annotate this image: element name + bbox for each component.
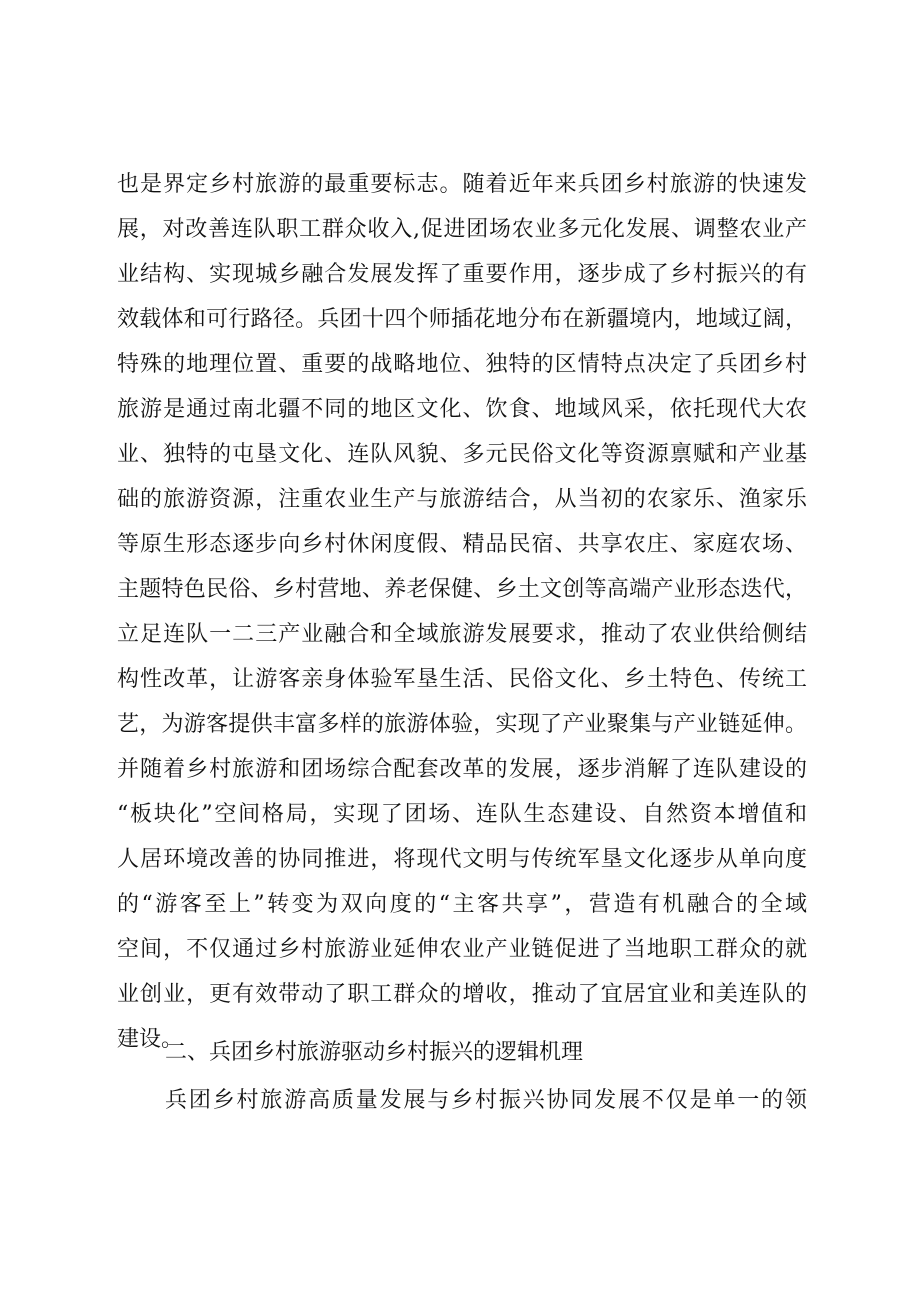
paragraph-line: 人居环境改善的协同推进，将现代文明与传统军垦文化逐步从单向度 — [117, 847, 807, 872]
paragraph-line: 业创业，更有效带动了职工群众的增收，推动了宜居宜业和美连队的 — [117, 982, 807, 1007]
paragraph-line: 旅游是通过南北疆不同的地区文化、饮食、地域风采，依托现代大农 — [117, 397, 807, 422]
paragraph-line: 构性改革，让游客亲身体验军垦生活、民俗文化、乡土特色、传统工 — [117, 667, 807, 692]
paragraph-line: 业、独特的屯垦文化、连队风貌、多元民俗文化等资源禀赋和产业基 — [117, 442, 807, 467]
paragraph-line: “板块化”空间格局，实现了团场、连队生态建设、自然资本增值和 — [117, 802, 807, 827]
paragraph-line: 主题特色民俗、乡村营地、养老保健、乡土文创等高端产业形态迭代， — [117, 577, 807, 602]
paragraph-line: 的“游客至上”转变为双向度的“主客共享”，营造有机融合的全域 — [117, 892, 807, 917]
paragraph-line: 业结构、实现城乡融合发展发挥了重要作用，逐步成了乡村振兴的有 — [117, 262, 807, 287]
paragraph-line: 建设。 — [117, 1027, 184, 1052]
paragraph-line: 艺，为游客提供丰富多样的旅游体验，实现了产业聚集与产业链延伸。 — [117, 712, 807, 737]
paragraph-line: 效载体和可行路径。兵团十四个师插花地分布在新疆境内，地域辽阔， — [117, 307, 807, 332]
paragraph-line: 展，对改善连队职工群众收入,促进团场农业多元化发展、调整农业产 — [117, 217, 807, 242]
body-paragraph-2 — [165, 1078, 807, 1123]
paragraph-line: 并随着乡村旅游和团场综合配套改革的发展，逐步消解了连队建设的 — [117, 757, 807, 782]
paragraph-line: 兵团乡村旅游高质量发展与乡村振兴协同发展不仅是单一的领 — [165, 1088, 807, 1113]
body-paragraph-1 — [117, 162, 807, 1062]
paragraph-line: 也是界定乡村旅游的最重要标志。随着近年来兵团乡村旅游的快速发 — [117, 172, 807, 197]
paragraph-line: 特殊的地理位置、重要的战略地位、独特的区情特点决定了兵团乡村 — [117, 352, 807, 377]
paragraph-line: 础的旅游资源，注重农业生产与旅游结合，从当初的农家乐、渔家乐 — [117, 487, 807, 512]
paragraph-line: 立足连队一二三产业融合和全域旅游发展要求，推动了农业供给侧结 — [117, 622, 807, 647]
paragraph-line: 等原生形态逐步向乡村休闲度假、精品民宿、共享农庄、家庭农场、 — [117, 532, 807, 557]
section-heading: 二、兵团乡村旅游驱动乡村振兴的逻辑机理 — [165, 1040, 584, 1065]
paragraph-line: 空间，不仅通过乡村旅游业延伸农业产业链促进了当地职工群众的就 — [117, 937, 807, 962]
